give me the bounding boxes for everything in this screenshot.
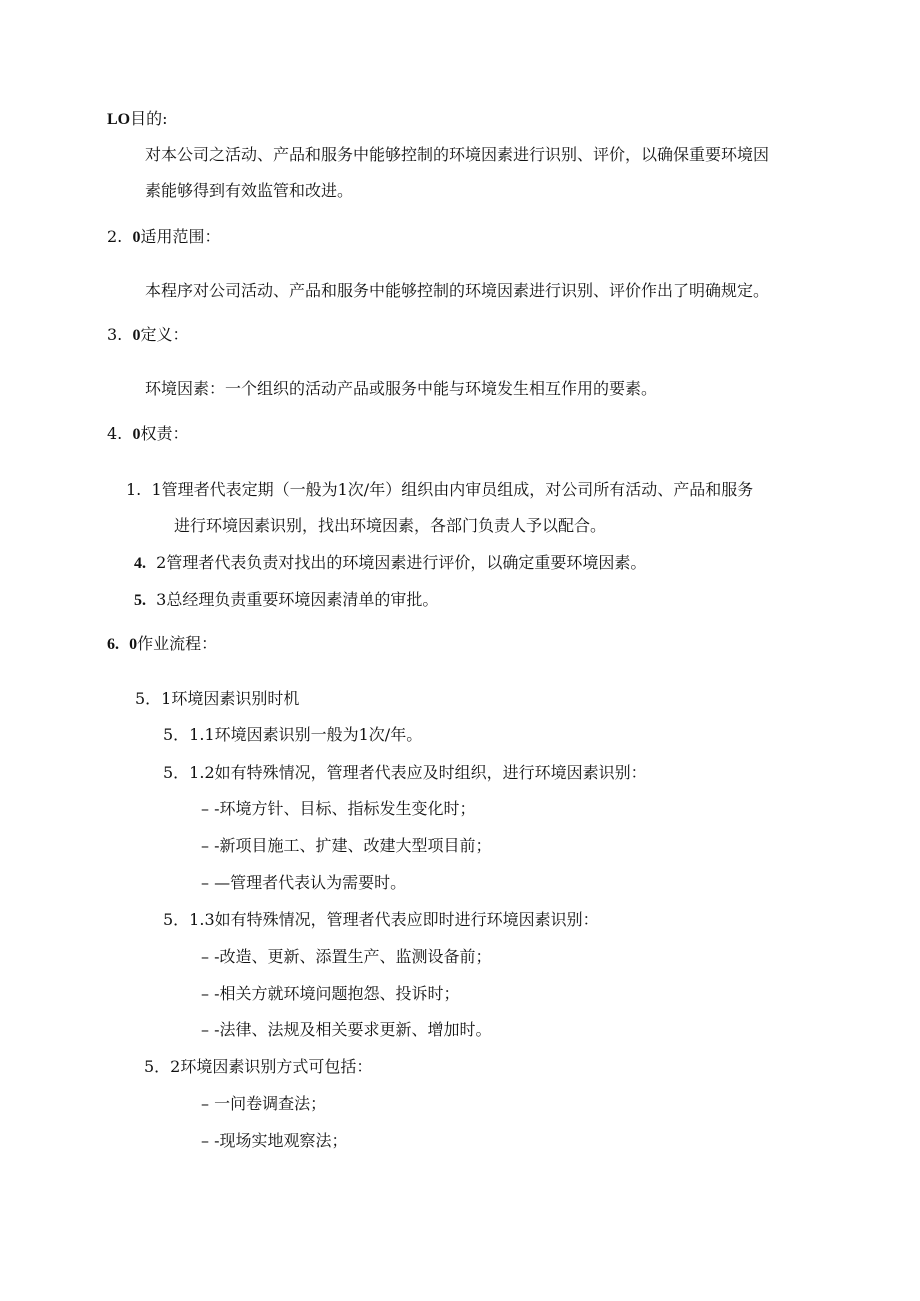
section-number: 6. — [107, 636, 119, 653]
responsibility-item — [126, 479, 753, 501]
section-number-bold: 0 — [132, 229, 141, 246]
section-title: 目的: — [130, 109, 168, 128]
section-title: 作业流程： — [137, 634, 218, 653]
bullet-item: – -新项目施工、扩建、改建大型项目前； — [201, 836, 492, 855]
section-1-heading — [107, 108, 168, 131]
section-3-heading — [107, 324, 188, 347]
subsection-item: 5．1.1环境因素识别一般为1次/年。 — [163, 725, 423, 744]
section-1-body-line: 素能够得到有效监管和改进。 — [145, 181, 354, 200]
bullet-item: – —管理者代表认为需要时。 — [201, 873, 407, 892]
section-number-bold: 0 — [132, 327, 141, 344]
section-title: 定义： — [140, 325, 189, 344]
bullet-item: – -现场实地观察法； — [201, 1131, 348, 1150]
item-number: 1. — [126, 480, 142, 499]
section-number: 2. — [107, 227, 123, 246]
section-1-body-line: 对本公司之活动、产品和服务中能够控制的环境因素进行识别、评价，以确保重要环境因 — [145, 145, 770, 164]
item-text: 1管理者代表定期（一般为1次/年）组织由内审员组成，对公司所有活动、产品和服务 — [151, 480, 754, 499]
bullet-item: – -相关方就环境问题抱怨、投诉时； — [201, 984, 460, 1003]
item-number: 4. — [134, 555, 146, 572]
item-number: 5. — [134, 592, 146, 609]
section-6-heading — [107, 633, 217, 656]
subsection-item: 5．1.3如有特殊情况，管理者代表应即时进行环境因素识别： — [163, 910, 599, 929]
responsibility-item — [134, 552, 646, 575]
section-title: 权责： — [140, 424, 189, 443]
bullet-item: – -改造、更新、添置生产、监测设备前； — [201, 947, 492, 966]
item-text: 3总经理负责重要环境因素清单的审批。 — [156, 590, 439, 609]
section-title: 适用范围： — [140, 227, 221, 246]
section-number: 3. — [107, 325, 123, 344]
subsection-item: 5．1.2如有特殊情况，管理者代表应及时组织，进行环境因素识别： — [163, 763, 647, 782]
subsection-heading: 5．2环境因素识别方式可包括： — [144, 1057, 373, 1076]
section-3-body: 环境因素：一个组织的活动产品或服务中能与环境发生相互作用的要素。 — [145, 379, 658, 398]
responsibility-item — [134, 589, 438, 612]
responsibility-item-continuation: 进行环境因素识别，找出环境因素，各部门负责人予以配合。 — [174, 516, 607, 535]
section-number-bold: 0 — [132, 426, 141, 443]
subsection-heading: 5．1环境因素识别时机 — [135, 689, 300, 708]
section-2-heading — [107, 226, 220, 249]
section-number: 4. — [107, 424, 123, 443]
bullet-item: – -环境方针、目标、指标发生变化时； — [201, 799, 476, 818]
bullet-item: – 一问卷调查法； — [201, 1094, 327, 1113]
section-2-body: 本程序对公司活动、产品和服务中能够控制的环境因素进行识别、评价作出了明确规定。 — [145, 281, 770, 300]
section-4-heading — [107, 423, 188, 446]
bullet-item: – -法律、法规及相关要求更新、增加时。 — [201, 1020, 492, 1039]
section-number: LO — [107, 111, 131, 128]
item-text: 2管理者代表负责对找出的环境因素进行评价，以确定重要环境因素。 — [156, 553, 647, 572]
section-number-bold: 0 — [129, 636, 138, 653]
